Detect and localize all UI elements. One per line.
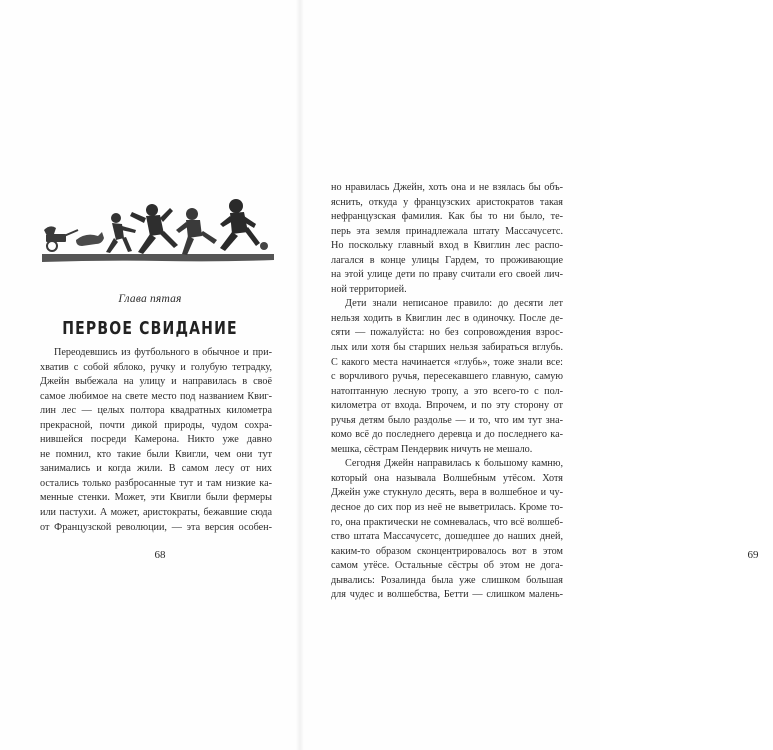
text-line: прекрасной, почти дикой природы, чудом сохра- [40, 419, 272, 431]
text-line: комо всё до последнего деревца и до последнего ка- [331, 429, 563, 441]
text-line: Сегодня Джейн направилась к большому камню, [345, 458, 563, 470]
text-line: нефранцузская фамилия. Как бы то ни было, те- [331, 211, 563, 223]
text-line: хватив с собой яблоко, ручку и голубую тетрадку, [40, 361, 272, 373]
text-line: который она называла Волшебным утёсом. Хотя [331, 472, 563, 484]
right-page-text [331, 181, 563, 603]
text-line: с ворчливого ручья, пересекавшего главную, самую [331, 371, 563, 383]
text-line: занимались и когда жили. В самом лесу от них [40, 463, 272, 475]
left-page-text [40, 346, 272, 535]
text-line: или пастухи. А может, аристократы, бежавшие сюда [40, 507, 272, 519]
text-line: самом утёсе. Остальные сёстры об этом не дога- [331, 560, 563, 572]
text-line: дывались: Розалинда была уже слишком большая [331, 574, 563, 586]
text-line: Джейн уже стукнуло десять, вера в волшебное и чу- [331, 487, 563, 499]
text-line: нившейся посреди Камерона. Никто уже давно [40, 434, 272, 446]
text-line: нельзя ходить в Квиглин лес в одиночку. После де- [331, 312, 563, 324]
text-line: от Французской революции, — эта версия особен- [40, 521, 272, 533]
page-number-right: 69 [747, 549, 759, 561]
text-line: Джейн выбежала на улицу и направилась в своё [40, 376, 272, 388]
left-page [0, 0, 300, 750]
text-line: десное до сих пор из неё не выветрилась. Кроме то- [331, 502, 563, 514]
text-line: лагался в конце улицы Гардем, то проживающие [331, 254, 563, 266]
text-line: мешка, сёстрам Пендервик ничуть не мешало. [331, 443, 533, 455]
text-line: ство штата Массачусетс, дошедшее до наших дней, [331, 531, 563, 543]
text-line: остались только разбросанные тут и там низкие ка- [40, 477, 272, 489]
text-line: го, она практически не сомневалась, что всё волшеб- [331, 516, 563, 528]
running-children-illustration [42, 196, 274, 266]
text-line: Но поскольку главный вход в Квиглин лес распо- [331, 240, 563, 252]
text-line: для чудес и волшебства, Бетти — слишком малень- [331, 589, 563, 601]
text-line: ручья детям было раздолье — и то, что им тут зна- [331, 414, 563, 426]
text-line: перь эта земля принадлежала штату Массачусетс. [331, 225, 563, 237]
chapter-title: ПЕРВОЕ СВИДАНИЕ [62, 318, 238, 339]
page-number-left: 68 [154, 549, 166, 561]
text-line: каким-то образом сконцентрировалось вот в этом [331, 545, 563, 557]
text-line: лин лес — целых полтора квадратных километра [40, 405, 272, 417]
text-line: но нравилась Джейн, хоть она и не взялась бы объ- [331, 182, 563, 193]
text-line: ной территорией. [331, 283, 407, 295]
text-line: натоптанную лесную тропу, а это всего-то с пол- [331, 385, 563, 397]
text-line: Переодевшись из футбольного в обычное и при- [54, 347, 272, 358]
text-line: менные стенки. Может, эти Квигли были фермеры [40, 492, 272, 504]
text-line: сяти — пожалуйста: но без сопровождения взрос- [331, 327, 563, 339]
text-line: С какого места начинается «глубь», тоже знали все: [331, 356, 563, 368]
text-line: яснить, откуда у французских аристократов такая [331, 196, 563, 208]
text-line: не помнил, кто такие были Квигли, чем они тут [40, 448, 272, 460]
chapter-label: Глава пятая [118, 293, 182, 305]
text-line: самое любимое на свете место под названием Квиг- [40, 390, 272, 402]
text-line: на этой улице дети по праву считали его своей лич- [331, 269, 563, 281]
text-line: Дети знали неписаное правило: до десяти лет [345, 298, 563, 310]
text-line: километра от входа. Впрочем, и по эту сторону от [331, 400, 563, 412]
text-line: лых или хотя бы старших нельзя забираться вглубь. [331, 342, 563, 354]
